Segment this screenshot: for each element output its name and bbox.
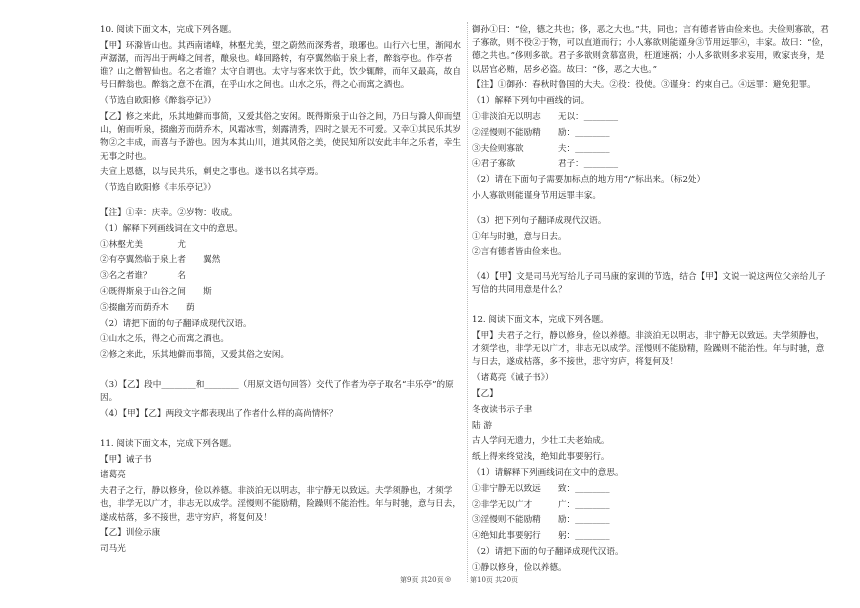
word-item: ①非宁静无以致远 致：________ (472, 483, 610, 494)
right-column (472, 24, 832, 578)
sub-question: （1）解释下列画线词在文中的意思。 (100, 223, 243, 234)
source-note: （诸葛亮《诫子书》） (472, 373, 554, 384)
sub-question: （3）【乙】段中________和________（用原文语句回答）交代了作者为亭子取名“丰乐亭”的原因。 (100, 379, 454, 404)
word-item: ④君子寡欲 君子：________ (472, 159, 619, 170)
word-item: ④既得斯泉于山谷之间 斯 (100, 286, 212, 297)
word-item: ③夫俭则寡欲 夫：________ (472, 143, 610, 154)
passage-author: 司马光 (100, 544, 126, 555)
passage-jia: 【甲】环滁皆山也。其西南诸峰，林壑尤美，望之蔚然而深秀者，琅琊也。山行六七里，渐闻水声潺潺，而泻出于两峰之间者，酿泉也。峰回路转，有亭翼然临于泉上者，醉翁亭也。作亭者谁？山之僧智仙也。名之者谁？太守自谓也。太守与客来饮于此，饮少辄醉，而年又最高，故自号曰醉翁也。醉翁之意不在酒，在乎山水之间也。山水之乐，得之心而寓之酒也。 (100, 40, 461, 91)
word-item: ④绝知此事要躬行 躬：________ (472, 531, 610, 542)
word-item: ②非学无以广才 广：________ (472, 499, 610, 510)
word-item: ②有亭翼然临于泉上者 翼然 (100, 255, 221, 266)
sub-question: （4）【甲】【乙】两段文字都表现出了作者什么样的高尚情怀？ (100, 408, 338, 419)
page-number-right: 第10页 共20页 (470, 576, 519, 584)
page-divider (467, 22, 468, 582)
passage-title: 【乙】训俭示康 (100, 528, 161, 539)
punctuation-sentence: 小人寡欲则能谨身节用远罪丰家。 (472, 190, 601, 201)
passage-title: 【甲】诫子书 (100, 454, 152, 465)
annotation: 【注】①御孙：春秋时鲁国的大夫。②役：役使。③谨身：约束自己。④远罪：避免犯罪。 (472, 80, 816, 91)
poem-line: 古人学问无遗力，少壮工夫老始成。 (472, 436, 610, 447)
sub-question: （2）请在下面句子需要加标点的地方用“/”标出来。（标2处） (472, 175, 706, 186)
passage-jia: 【甲】夫君子之行，静以修身，俭以养德。非淡泊无以明志，非宁静无以致远。夫学须静也，才须学也，非学无以广才，非志无以成学。淫慢则不能励精，险躁则不能治性。年与时驰，意与日去，遂成枯落，多不接世，悲守穷庐，将复何及！ (472, 330, 825, 368)
sub-question: （1）请解释下列画线词在文中的意思。 (472, 467, 624, 478)
sub-question: （1）解释下列句中画线的词。 (472, 96, 590, 107)
word-item: ②淫慢则不能励精 励：________ (472, 127, 610, 138)
question-11-title: 11. 阅读下面文本，完成下列各题。 (100, 438, 237, 449)
page-number-left: 第9页 共20页 (400, 576, 444, 584)
question-12-title: 12. 阅读下面文本，完成下列各题。 (472, 315, 609, 326)
passage-author: 诸葛亮 (100, 470, 126, 481)
passage-label: 【乙】 (472, 388, 498, 399)
poem-line: 纸上得来终觉浅，绝知此事要躬行。 (472, 452, 610, 463)
sub-question: （3）把下列句子翻译成现代汉语。 (472, 215, 607, 226)
question-10-title: 10. 阅读下面文本，完成下列各题。 (100, 25, 237, 35)
passage-yi: 【乙】修之来此，乐其地僻而事简，又爱其俗之安闲。既得斯泉于山谷之间，乃日与滁人仰而望山，俯而听泉，掇幽芳而荫乔木，风霜冰雪，刻露清秀，四时之景无不可爱。又幸①其民乐其岁物②之丰成，而喜与予游也。因为本其山川，道其风俗之美，使民知所以安此丰年之乐者，幸生无事之时也。 (100, 112, 461, 162)
sub-question: （2）请把下面的句子翻译成现代汉语。 (100, 318, 252, 329)
left-column (100, 24, 462, 559)
sub-question: （4）【甲】文是司马光写给儿子司马康的家训的节选，结合【甲】文说一说这两位父亲给儿子写信的共同用意是什么？ (472, 272, 826, 296)
translate-item: ②修之来此，乐其地僻而事简，又爱其俗之安闲。 (100, 350, 290, 361)
translate-item: ①静以修身，俭以养德。 (472, 562, 567, 573)
passage-yi-end: 夫宣上恩德，以与民共乐，刺史之事也。遂书以名其亭焉。 (100, 167, 324, 178)
word-item: ①非淡泊无以明志 无以：________ (472, 112, 619, 122)
word-item: ③淫慢则不能励精 励：________ (472, 515, 610, 526)
sub-question: （2）请把下面的句子翻译成现代汉语。 (472, 546, 624, 557)
page-separator: ◎ (445, 575, 452, 583)
word-item: ③名之者谁？ 名 (100, 271, 186, 282)
source-note: （节选自欧阳修《醉翁亭记》） (100, 96, 217, 107)
annotation: 【注】①幸：庆幸。②岁物：收成。 (100, 208, 238, 218)
passage-yi: 御孙①曰：“俭，德之共也；侈，恶之大也。”共，同也；言有德者皆由俭来也。夫俭则寡欲，君子寡欲，则不役②于物，可以直道而行；小人寡欲则能谨身③节用远罪④，丰家。故曰：“俭，德之共也。”侈则多欲。君子多欲则贪慕富贵，枉道速祸；小人多欲则多求妄用，败家丧身，是以居官必贿，居乡必盗。故曰：“侈，恶之大也。” (472, 25, 829, 75)
translate-item: ①年与时驰，意与日去。 (472, 231, 567, 242)
passage-jia: 夫君子之行，静以修身，俭以养德。非淡泊无以明志，非宁静无以致远。夫学须静也，才须学也，非学无以广才，非志无以成学。淫慢则不能励精，险躁则不能治性。年与时驰，意与日去，遂成枯落，多不接世，悲守穷庐，将复何及！ (100, 486, 461, 523)
word-item: ①林壑尤美 尤 (100, 239, 186, 250)
translate-item: ②言有德者皆由俭来也。 (472, 247, 567, 258)
source-note: （节选自欧阳修《丰乐亭记》） (100, 183, 217, 194)
poem-author: 陆 游 (472, 420, 492, 431)
word-item: ⑤掇幽芳而荫乔木 荫 (100, 302, 195, 313)
translate-item: ①山水之乐，得之心而寓之酒也。 (100, 334, 229, 345)
poem-title: 冬夜读书示子聿 (472, 404, 533, 415)
